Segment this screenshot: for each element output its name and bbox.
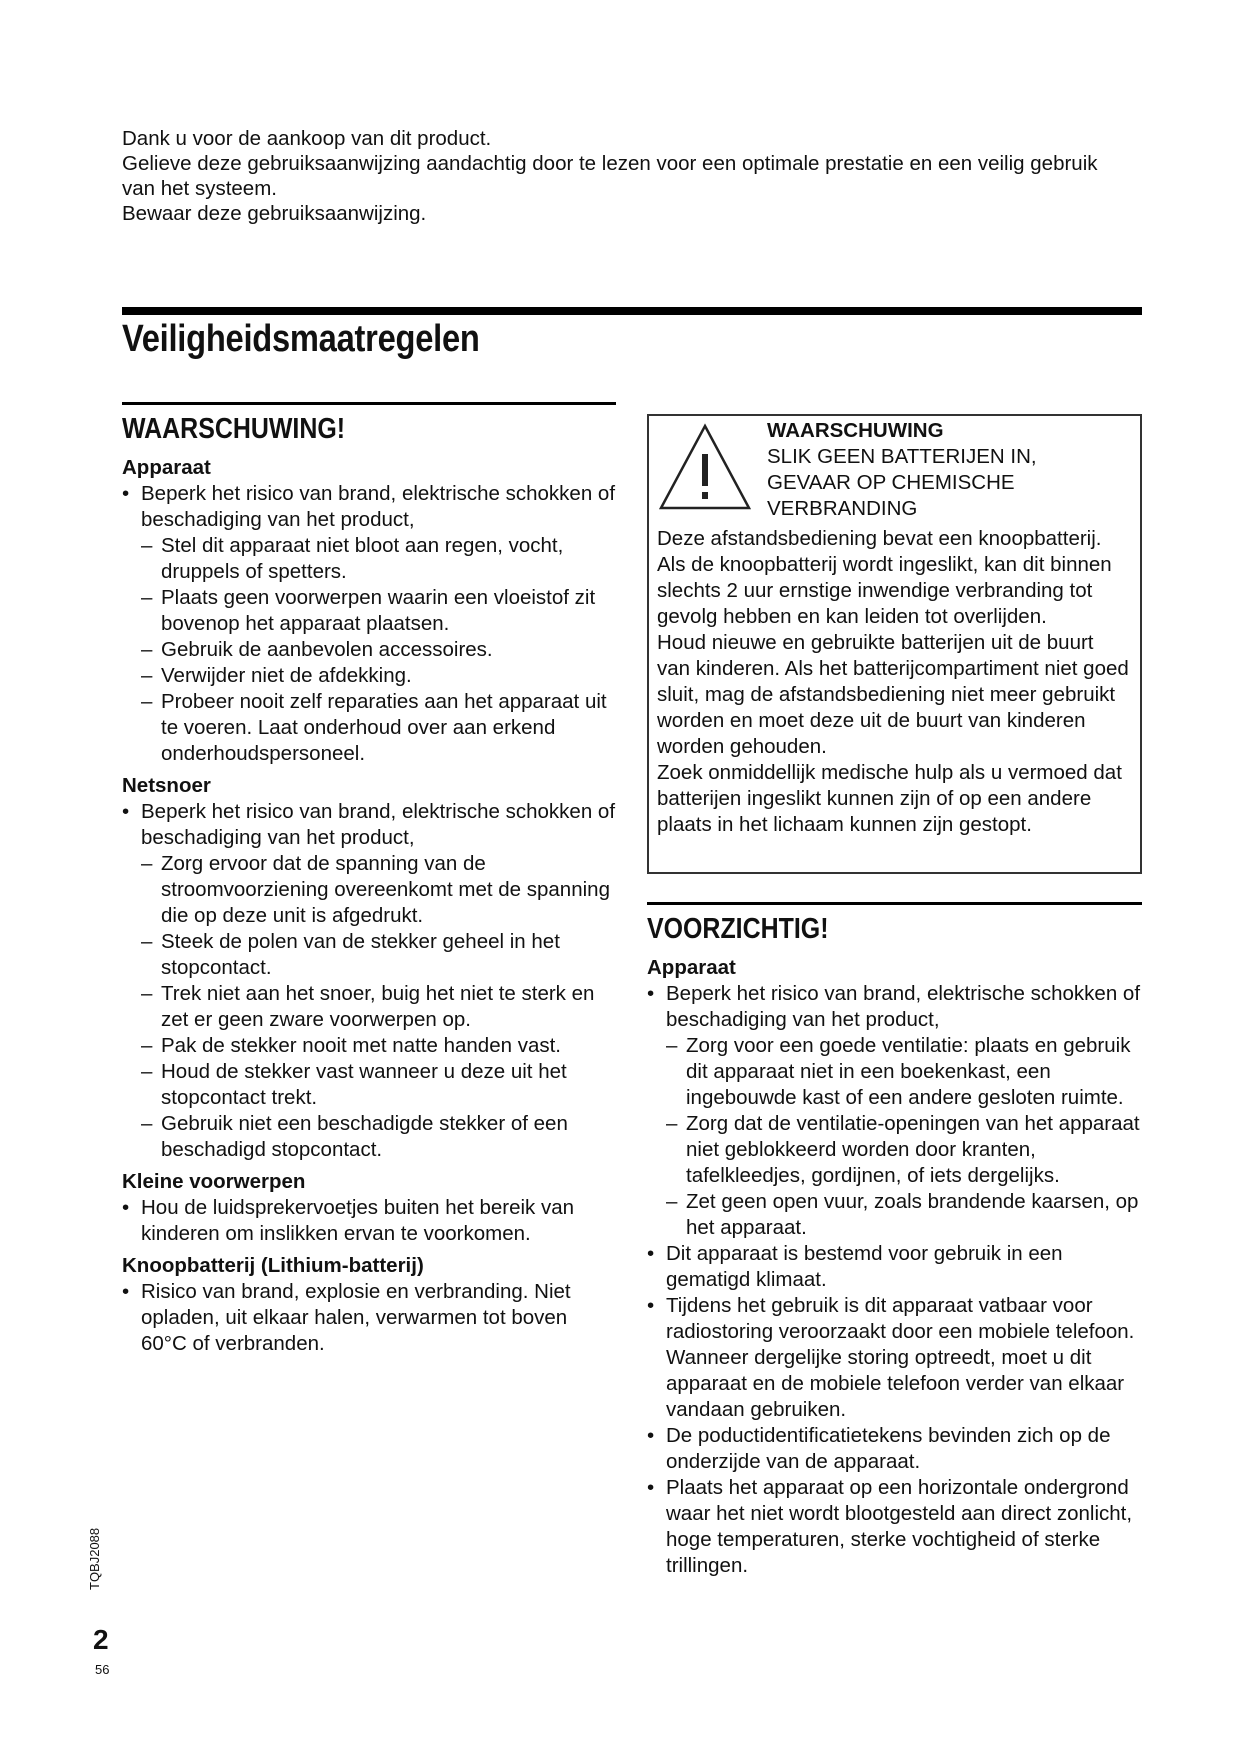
warning-box-body: [657, 526, 1132, 838]
warning-heading: WAARSCHUWING!: [122, 413, 346, 445]
warning-triangle-icon: [657, 422, 753, 512]
warning-box-paragraph: Zoek onmiddellijk medische hulp als u vermoed dat batterijen ingeslikt kunnen zijn of op een andere plaats in het lichaam kunnen zijn gestopt.: [657, 761, 1122, 836]
warning-box-heading-line: GEVAAR OP CHEMISCHE: [767, 471, 1015, 494]
list-item: [122, 799, 616, 1163]
knoopbatterij-heading: Knoopbatterij (Lithium-batterij): [122, 1254, 424, 1277]
kleine-voorwerpen-heading: Kleine voorwerpen: [122, 1170, 306, 1193]
list-item: – Pak de stekker nooit met natte handen vast.: [141, 1033, 616, 1059]
document-code: TQBJ2088: [87, 1527, 102, 1590]
list-item: • Dit apparaat is bestemd voor gebruik in een gematigd klimaat.: [647, 1241, 1142, 1293]
list-item: • De poductidentificatietekens bevinden zich op de onderzijde van de apparaat.: [647, 1423, 1142, 1475]
intro-line-3: Bewaar deze gebruiksaanwijzing.: [122, 202, 427, 225]
list-item: • Tijdens het gebruik is dit apparaat vatbaar voor radiostoring veroorzaakt door een mobiele telefoon. Wanneer dergelijke storing optreedt, moet u dit apparaat en de mobiele telefoon verder van elkaar vandaan gebruiken.: [647, 1293, 1142, 1423]
list-item: – Stel dit apparaat niet bloot aan regen, vocht, druppels of spetters.: [141, 533, 616, 585]
list-item: – Zorg ervoor dat de spanning van de stroomvoorziening overeenkomt met de spanning die op deze unit is afgedrukt.: [141, 851, 616, 929]
warning-box-paragraph: Deze afstandsbediening bevat een knoopbatterij. Als de knoopbatterij wordt ingeslikt, kan dit binnen slechts 2 uur ernstige inwendige verbranding tot gevolg hebben en kan leiden tot overlijden.: [657, 527, 1112, 628]
list-item: – Gebruik de aanbevolen accessoires.: [141, 637, 616, 663]
intro: [122, 126, 1102, 226]
list-item: • Hou de luidsprekervoetjes buiten het bereik van kinderen om inslikken ervan te voorkomen.: [122, 1195, 616, 1247]
page-sub-number: 56: [95, 1662, 110, 1677]
warning-box-heading-line: SLIK GEEN BATTERIJEN IN,: [767, 445, 1037, 468]
list-item: [122, 481, 616, 767]
apparaat-heading: Apparaat: [647, 956, 736, 979]
section-rule: [647, 902, 1142, 905]
warning-box-heading-line: WAARSCHUWING: [767, 419, 944, 442]
list-item: – Steek de polen van de stekker geheel in het stopcontact.: [141, 929, 616, 981]
warning-box-heading: [767, 416, 1132, 522]
list-item: • Plaats het apparaat op een horizontale ondergrond waar het niet wordt blootgesteld aan direct zonlicht, hoge temperaturen, sterke vochtigheid of sterke trillingen.: [647, 1475, 1142, 1579]
page-title: Veiligheidsmaatregelen: [122, 318, 480, 360]
netsnoer-heading: Netsnoer: [122, 774, 211, 797]
intro-line-2: Gelieve deze gebruiksaanwijzing aandachtig door te lezen voor een optimale prestatie en een veilig gebruik van het systeem.: [122, 152, 1098, 200]
list-item: – Zet geen open vuur, zoals brandende kaarsen, op het apparaat.: [666, 1189, 1142, 1241]
list-item: – Zorg dat de ventilatie-openingen van het apparaat niet geblokkeerd worden door kranten, tafelkleedjes, gordijnen, of iets dergelijks.: [666, 1111, 1142, 1189]
list-item: – Plaats geen voorwerpen waarin een vloeistof zit bovenop het apparaat plaatsen.: [141, 585, 616, 637]
apparaat-bullet: Beperk het risico van brand, elektrische schokken of beschadiging van het product,: [141, 482, 616, 531]
apparaat-heading: Apparaat: [122, 456, 211, 479]
list-item: [647, 981, 1142, 1241]
list-item: • Risico van brand, explosie en verbranding. Niet opladen, uit elkaar halen, verwarmen tot boven 60°C of verbranden.: [122, 1279, 616, 1357]
list-item: – Zorg voor een goede ventilatie: plaats en gebruik dit apparaat niet in een boekenkast, een ingebouwde kast of een andere gesloten ruimte.: [666, 1033, 1142, 1111]
intro-line-1: Dank u voor de aankoop van dit product.: [122, 127, 492, 150]
list-item: – Trek niet aan het snoer, buig het niet te sterk en zet er geen zware voorwerpen op.: [141, 981, 616, 1033]
caution-bullet: Beperk het risico van brand, elektrische schokken of beschadiging van het product,: [666, 982, 1141, 1031]
list-item: – Gebruik niet een beschadigde stekker of een beschadigd stopcontact.: [141, 1111, 616, 1163]
warning-box-heading-line: VERBRANDING: [767, 497, 918, 520]
title-rule: [122, 307, 1142, 315]
caution-heading: VOORZICHTIG!: [647, 913, 829, 945]
section-rule: [122, 402, 616, 405]
warning-section: [122, 402, 616, 1357]
netsnoer-bullet: Beperk het risico van brand, elektrische schokken of beschadiging van het product,: [141, 800, 616, 849]
caution-section: [647, 902, 1142, 1579]
battery-warning-box: [647, 414, 1142, 874]
page-number: 2: [93, 1624, 109, 1655]
warning-box-paragraph: Houd nieuwe en gebruikte batterijen uit de buurt van kinderen. Als het batterijcompartiment niet goed sluit, mag de afstandsbediening niet meer gebruikt worden en moet deze uit de buurt van kinderen worden gehouden.: [657, 631, 1129, 758]
list-item: – Verwijder niet de afdekking.: [141, 663, 616, 689]
list-item: – Probeer nooit zelf reparaties aan het apparaat uit te voeren. Laat onderhoud over aan erkend onderhoudspersoneel.: [141, 689, 616, 767]
list-item: – Houd de stekker vast wanneer u deze uit het stopcontact trekt.: [141, 1059, 616, 1111]
